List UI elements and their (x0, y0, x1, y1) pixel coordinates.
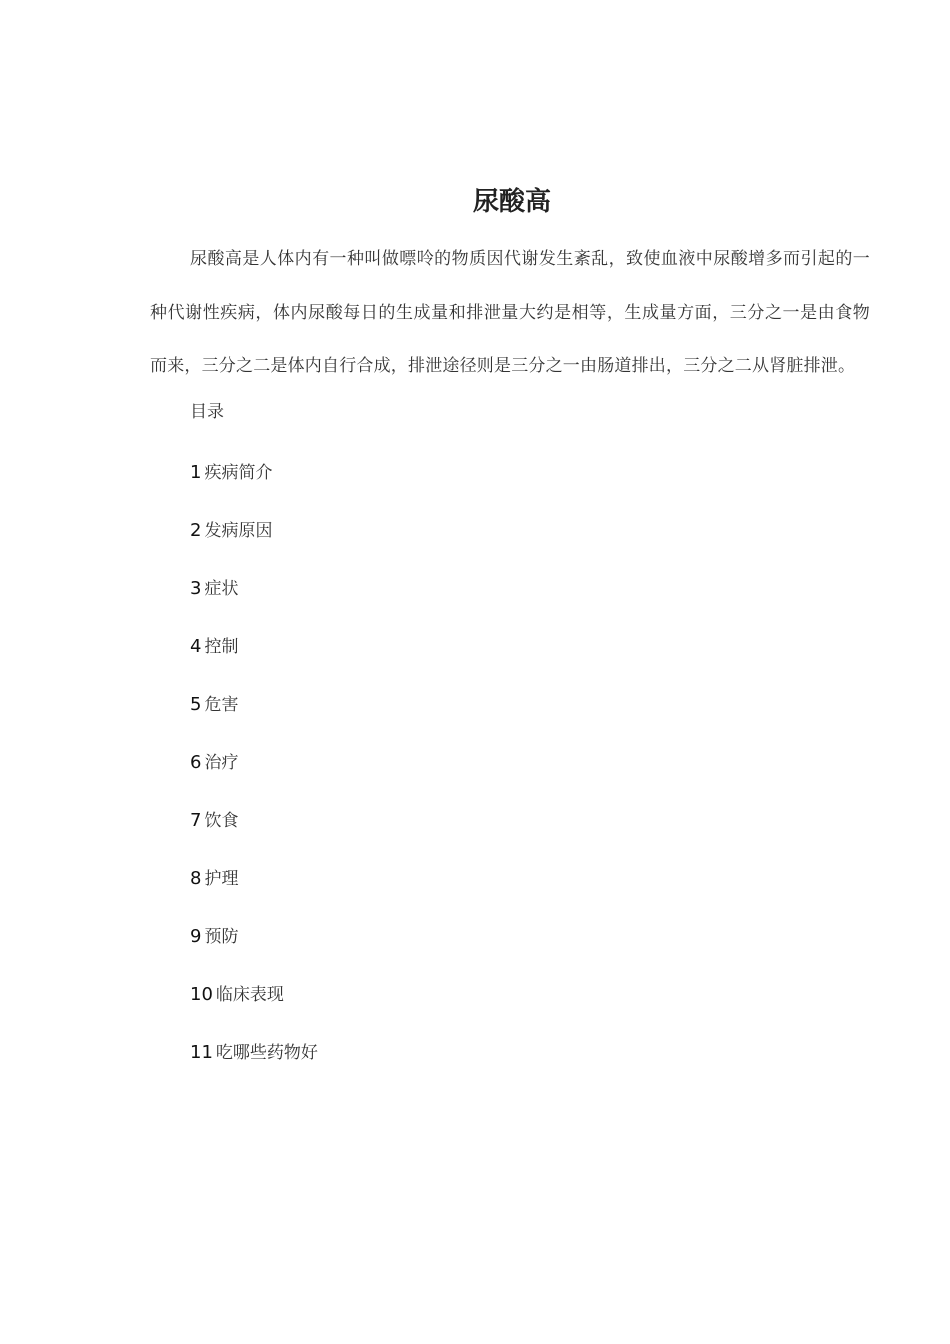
toc-item-number: 10 (190, 984, 213, 1005)
toc-item-6[interactable] (190, 746, 318, 804)
toc-item-8[interactable] (190, 862, 318, 920)
toc-item-label: 控制 (204, 637, 239, 657)
toc-item-number: 7 (190, 810, 202, 831)
toc-item-label: 症状 (204, 579, 239, 599)
toc-item-number: 3 (190, 578, 202, 599)
toc-item-label: 吃哪些药物好 (215, 1043, 318, 1063)
toc-item-number: 6 (190, 752, 202, 773)
toc-item-label: 疾病简介 (204, 463, 273, 483)
toc-heading: 目录 (190, 402, 224, 422)
toc-item-number: 5 (190, 694, 202, 715)
toc-item-4[interactable] (190, 630, 318, 688)
table-of-contents (190, 456, 318, 1094)
toc-item-number: 2 (190, 520, 202, 541)
toc-item-label: 发病原因 (204, 521, 273, 541)
toc-item-label: 临床表现 (215, 985, 284, 1005)
toc-item-7[interactable] (190, 804, 318, 862)
page-title: 尿酸高 (472, 187, 551, 217)
toc-item-1[interactable] (190, 456, 318, 514)
toc-item-9[interactable] (190, 920, 318, 978)
toc-item-10[interactable] (190, 978, 318, 1036)
toc-item-number: 8 (190, 868, 202, 889)
toc-item-label: 饮食 (204, 811, 239, 831)
toc-item-label: 危害 (204, 695, 239, 715)
toc-item-label: 预防 (204, 927, 239, 947)
toc-item-label: 治疗 (204, 753, 239, 773)
toc-item-number: 11 (190, 1042, 213, 1063)
toc-item-3[interactable] (190, 572, 318, 630)
toc-item-2[interactable] (190, 514, 318, 572)
toc-item-5[interactable] (190, 688, 318, 746)
toc-item-label: 护理 (204, 869, 239, 889)
toc-item-number: 4 (190, 636, 202, 657)
toc-item-number: 9 (190, 926, 202, 947)
toc-item-11[interactable] (190, 1036, 318, 1094)
toc-item-number: 1 (190, 462, 202, 483)
intro-paragraph: 尿酸高是人体内有一种叫做嘌呤的物质因代谢发生紊乱，致使血液中尿酸增多而引起的一种代谢性疾病，体内尿酸每日的生成量和排泄量大约是相等，生成量方面，三分之一是由食物而来，三分之二是体内自行合成，排泄途径则是三分之一由肠道排出，三分之二从肾脏排泄。 (150, 249, 870, 376)
